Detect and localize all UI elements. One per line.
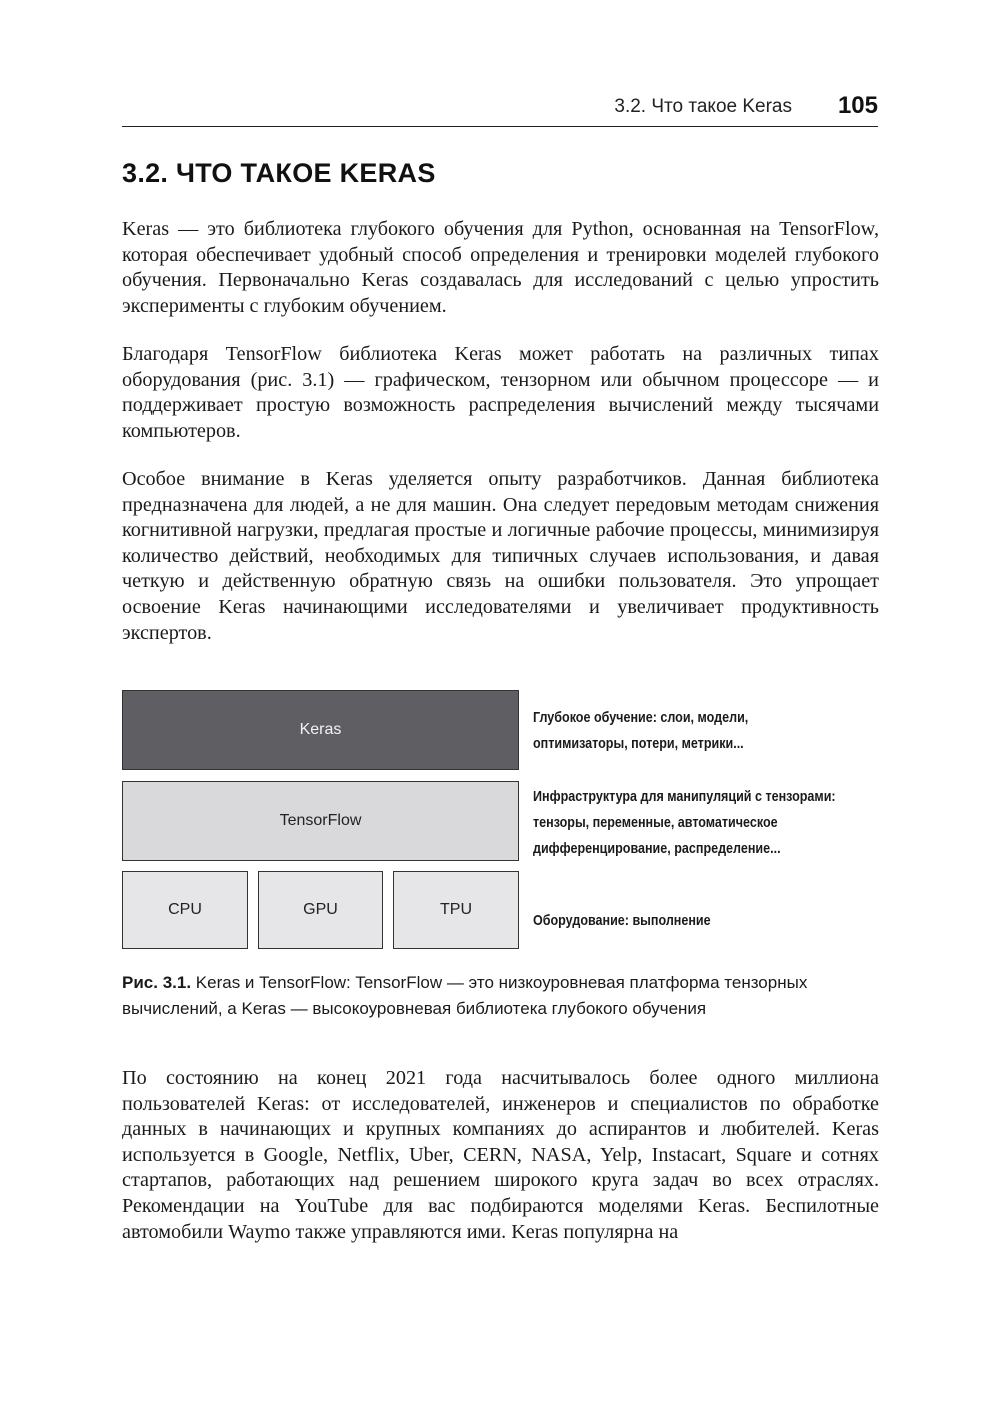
page-number: 105 [837, 92, 878, 119]
paragraph-4: По состоянию на конец 2021 года насчитывалось более одного миллиона пользователей Keras: от исследователей, инженеров и специалистов по обработке данных в начинающих и крупных компаниях до аспирантов и любителей. Keras используется в Google, Netflix, Uber, CERN, NASA, Yelp, Instacart, Square и сотнях стартапов, работающих над решением широкого круга задач во всех отраслях. Рекомендации на YouTube для вас подбираются моделями Keras. Беспилотные автомобили Waymo также управляются ими. Keras популярна на [122, 1067, 879, 1243]
caption-label: Рис. 3.1. [122, 973, 192, 992]
running-title: 3.2. Что такое Keras [614, 96, 792, 117]
caption-text: Keras и TensorFlow: TensorFlow — это низкоуровневая платформа тензорных вычислений, а Keras — высокоуровневая библиотека глубокого обучения [122, 973, 808, 1018]
hardware-layer-label: Оборудование: выполнение [533, 913, 711, 929]
figure-caption [122, 970, 882, 1022]
tensorflow-layer-box: TensorFlow [122, 781, 519, 861]
paragraph-1: Keras — это библиотека глубокого обучения для Python, основанная на TensorFlow, которая обеспечивает удобный способ определения и тренировки моделей глубокого обучения. Первоначально Keras создавалась для исследований с целью упростить эксперименты с глубоким обучением. [122, 218, 879, 317]
keras-layer-box: Keras [122, 690, 519, 770]
paragraph-2: Благодаря TensorFlow библиотека Keras может работать на различных типах оборудования (рис. 3.1) — графическом, тензорном или обычном процессоре — и поддерживает простую возможность распределения вычислений между тысячами компьютеров. [122, 343, 879, 442]
paragraph-3: Особое внимание в Keras уделяется опыту разработчиков. Данная библиотека предназначена для людей, а не для машин. Она следует передовым методам снижения когнитивной нагрузки, предлагая простые и логичные рабочие процессы, минимизируя количество действий, необходимых для типичных случаев использования, и давая четкую и действенную обратную связь на ошибки пользователя. Это упрощает освоение Keras начинающими исследователями и увеличивает продуктивность экспертов. [122, 468, 879, 644]
keras-layer-label: Глубокое обучение: слои, модели, оптимизаторы, потери, метрики... [533, 710, 749, 752]
running-header [122, 92, 878, 127]
tensorflow-layer-label: Инфраструктура для манипуляций с тензорами: тензоры, переменные, автоматическое дифференцирование, распределение... [533, 789, 836, 857]
gpu-box: GPU [258, 871, 383, 949]
tpu-box: TPU [393, 871, 519, 949]
cpu-box: CPU [122, 871, 248, 949]
section-title: 3.2. ЧТО ТАКОЕ KERAS [122, 158, 436, 188]
